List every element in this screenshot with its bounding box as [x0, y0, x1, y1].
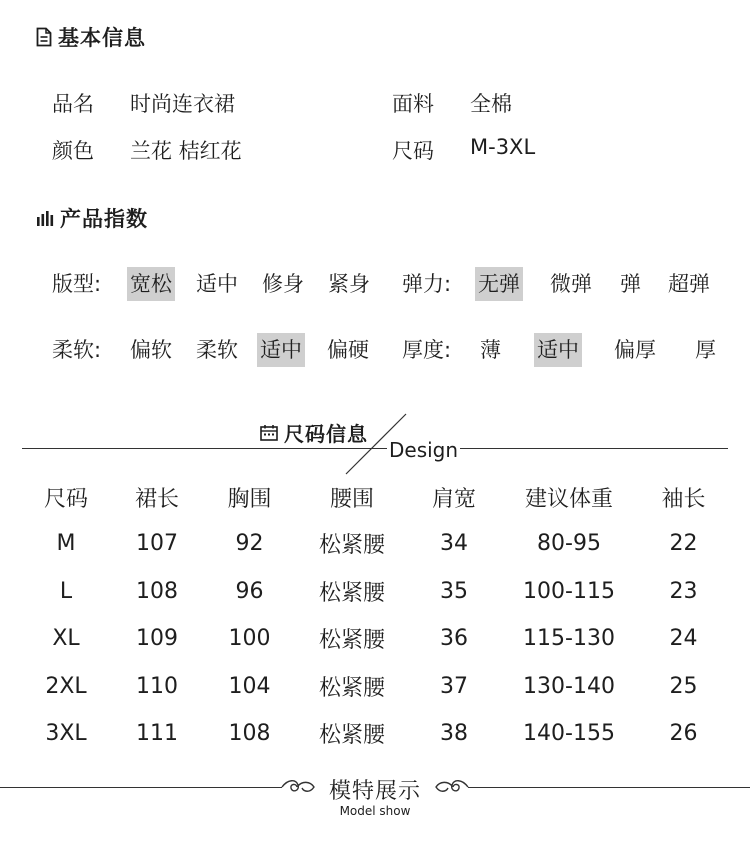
index-option: 弹 — [620, 272, 641, 296]
index-option: 适中 — [534, 333, 582, 367]
table-row — [20, 710, 730, 758]
field-value-size: M-3XL — [470, 135, 536, 159]
product-index-title: 产品指数 — [60, 207, 148, 231]
calendar-icon — [260, 424, 278, 441]
field-label-fabric: 面料 — [392, 92, 434, 116]
size-table-header — [20, 474, 730, 520]
index-label-thickness: 厚度: — [402, 338, 452, 362]
table-row — [20, 520, 730, 568]
index-options-softness — [0, 333, 400, 367]
index-option: 柔软 — [196, 338, 238, 362]
index-options-fit — [0, 267, 400, 301]
shoulder-cell: 35 — [440, 578, 468, 604]
bust-cell: 108 — [228, 721, 271, 747]
design-subtitle: Design — [389, 438, 459, 462]
size-col-header: 肩宽 — [431, 486, 476, 512]
model-show-subtitle: Model show — [339, 804, 411, 818]
waist-cell: 松紧腰 — [318, 628, 385, 654]
index-option: 紧身 — [328, 272, 370, 296]
weight-cell: 100-115 — [523, 578, 615, 604]
size-cell: 3XL — [45, 721, 87, 747]
table-row — [20, 663, 730, 711]
size-col-header: 建议体重 — [524, 486, 613, 512]
bust-cell: 92 — [235, 531, 264, 557]
shoulder-cell: 34 — [440, 531, 468, 557]
size-table — [20, 474, 730, 758]
length-cell: 109 — [136, 626, 178, 652]
index-option: 微弹 — [550, 272, 592, 296]
field-value-fabric: 全棉 — [470, 92, 512, 116]
field-label-size: 尺码 — [392, 139, 434, 163]
waist-cell: 松紧腰 — [318, 533, 385, 559]
index-label-softness: 柔软: — [52, 338, 102, 362]
waist-cell: 松紧腰 — [318, 675, 385, 701]
table-row — [20, 615, 730, 663]
index-label-fit: 版型: — [52, 272, 102, 296]
index-option: 适中 — [196, 272, 238, 296]
bust-cell: 96 — [235, 578, 264, 604]
shoulder-cell: 38 — [440, 721, 468, 747]
length-cell: 108 — [136, 578, 178, 604]
size-col-header: 尺码 — [43, 486, 88, 512]
index-label-elasticity: 弹力: — [402, 272, 452, 296]
size-cell: L — [59, 578, 73, 604]
length-cell: 111 — [136, 721, 178, 747]
size-info-title: 尺码信息 — [284, 422, 368, 446]
weight-cell: 115-130 — [523, 626, 615, 652]
index-option: 偏厚 — [614, 338, 656, 362]
field-label-name: 品名 — [52, 92, 94, 116]
index-option: 宽松 — [127, 267, 175, 301]
index-option: 厚 — [695, 338, 716, 362]
size-col-header: 腰围 — [329, 486, 374, 512]
size-cell: XL — [52, 626, 80, 652]
basic-info-header — [36, 22, 146, 52]
weight-cell: 80-95 — [537, 531, 601, 557]
shoulder-cell: 37 — [440, 673, 468, 699]
sleeve-cell: 23 — [669, 578, 698, 604]
length-cell: 107 — [136, 531, 178, 557]
waist-cell: 松紧腰 — [318, 580, 385, 606]
size-info-header — [260, 418, 368, 447]
index-option: 薄 — [480, 338, 501, 362]
weight-cell: 140-155 — [523, 721, 615, 747]
model-show-title: 模特展示 — [328, 779, 421, 804]
weight-cell: 130-140 — [523, 673, 615, 699]
sleeve-cell: 26 — [669, 721, 698, 747]
sleeve-cell: 22 — [669, 531, 698, 557]
field-value-name: 时尚连衣裙 — [130, 92, 235, 116]
index-option: 偏硬 — [327, 338, 369, 362]
length-cell: 110 — [136, 673, 178, 699]
sleeve-cell: 24 — [669, 626, 698, 652]
bust-cell: 104 — [228, 673, 271, 699]
index-option: 无弹 — [475, 267, 523, 301]
product-index-header — [36, 203, 148, 233]
size-col-header: 胸围 — [227, 486, 272, 512]
shoulder-cell: 36 — [440, 626, 468, 652]
size-cell: 2XL — [45, 673, 87, 699]
bust-cell: 100 — [228, 626, 271, 652]
index-option: 修身 — [262, 272, 304, 296]
bar-chart-icon — [36, 209, 54, 227]
field-value-color: 兰花 桔红花 — [130, 139, 242, 163]
index-option: 偏软 — [130, 338, 172, 362]
size-col-header: 裙长 — [134, 486, 179, 512]
index-option: 适中 — [257, 333, 305, 367]
sleeve-cell: 25 — [669, 673, 698, 699]
table-row — [20, 568, 730, 616]
size-cell: M — [56, 531, 76, 557]
index-option: 超弹 — [668, 272, 710, 296]
basic-info-title: 基本信息 — [58, 26, 146, 50]
document-icon — [36, 27, 52, 47]
size-col-header: 袖长 — [661, 486, 706, 512]
field-label-color: 颜色 — [52, 139, 94, 163]
waist-cell: 松紧腰 — [318, 723, 385, 749]
